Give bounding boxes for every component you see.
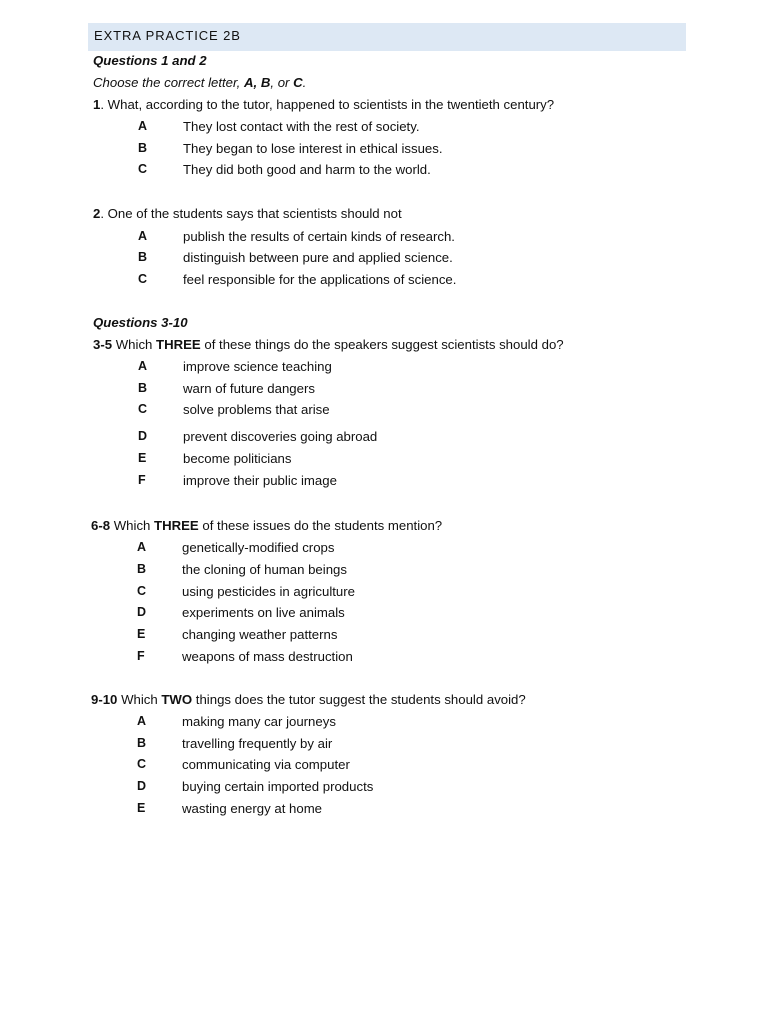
question-text: . One of the students says that scientists should not (100, 206, 402, 221)
option-text: communicating via computer (182, 757, 350, 772)
question-number: 3-5 (93, 337, 113, 352)
option-text: warn of future dangers (183, 381, 315, 396)
option-text: weapons of mass destruction (182, 649, 353, 664)
instruction-end: . (302, 75, 307, 90)
question-emphasis: TWO (161, 692, 193, 707)
title-banner (88, 23, 686, 51)
option-letter: B (137, 562, 147, 576)
section-heading-1-2: Questions 1 and 2 (93, 53, 207, 68)
option-letter: A (137, 540, 147, 554)
option-letter: A (138, 359, 148, 373)
option-letter: D (138, 429, 148, 443)
option-text: making many car journeys (182, 714, 336, 729)
option-letter: B (138, 381, 148, 395)
question-number: 6-8 (91, 518, 111, 533)
page-title: EXTRA PRACTICE 2B (94, 28, 241, 43)
option-text: travelling frequently by air (182, 736, 333, 751)
option-letter: C (137, 584, 147, 598)
option-letter: D (137, 779, 147, 793)
question-number: 9-10 (91, 692, 118, 707)
option-letter: F (138, 473, 146, 487)
option-letter: A (138, 229, 148, 243)
option-letter: B (138, 250, 148, 264)
option-letter: C (138, 162, 148, 176)
question-text-post: of these things do the speakers suggest scientists should do? (200, 337, 564, 352)
option-letter: E (137, 627, 146, 641)
option-letter: B (137, 736, 147, 750)
option-letter: E (138, 451, 147, 465)
question-2 (93, 206, 402, 221)
option-text: the cloning of human beings (182, 562, 347, 577)
question-text: . What, according to the tutor, happened to scientists in the twentieth century? (100, 97, 555, 112)
option-text: using pesticides in agriculture (182, 584, 355, 599)
instruction-letters: A, B (244, 75, 271, 90)
option-letter: C (137, 757, 147, 771)
question-text-pre: Which (112, 337, 157, 352)
option-text: feel responsible for the applications of science. (183, 272, 457, 287)
option-text: distinguish between pure and applied science. (183, 250, 453, 265)
option-text: experiments on live animals (182, 605, 345, 620)
question-text-pre: Which (110, 518, 155, 533)
option-letter: C (138, 272, 148, 286)
option-letter: D (137, 605, 147, 619)
option-text: changing weather patterns (182, 627, 338, 642)
option-text: improve their public image (183, 473, 337, 488)
option-letter: C (138, 402, 148, 416)
option-text: wasting energy at home (182, 801, 323, 816)
instruction-mid: , or (270, 75, 294, 90)
question-number: 1 (93, 97, 101, 112)
question-emphasis: THREE (154, 518, 199, 533)
question-6-8 (91, 518, 442, 533)
question-number: 2 (93, 206, 101, 221)
question-text-post: of these issues do the students mention? (198, 518, 443, 533)
option-letter: A (137, 714, 147, 728)
option-text: become politicians (183, 451, 292, 466)
question-9-10 (91, 692, 526, 707)
question-3-5 (93, 337, 564, 352)
question-text-post: things does the tutor suggest the students should avoid? (192, 692, 526, 707)
option-text: prevent discoveries going abroad (183, 429, 378, 444)
section-heading-3-10: Questions 3-10 (93, 315, 188, 330)
option-letter: B (138, 141, 148, 155)
option-text: They did both good and harm to the world. (183, 162, 431, 177)
instruction-last-letter: C (293, 75, 303, 90)
option-text: buying certain imported products (182, 779, 374, 794)
option-text: publish the results of certain kinds of research. (183, 229, 455, 244)
option-text: improve science teaching (183, 359, 332, 374)
question-emphasis: THREE (156, 337, 201, 352)
option-text: They lost contact with the rest of society. (183, 119, 420, 134)
question-1 (93, 97, 554, 112)
question-text-pre: Which (117, 692, 162, 707)
option-letter: A (138, 119, 148, 133)
option-text: solve problems that arise (183, 402, 330, 417)
option-letter: E (137, 801, 146, 815)
instruction-pre: Choose the correct letter, (93, 75, 244, 90)
option-text: They began to lose interest in ethical issues. (183, 141, 443, 156)
instruction-text (93, 75, 306, 90)
option-letter: F (137, 649, 145, 663)
option-text: genetically-modified crops (182, 540, 335, 555)
